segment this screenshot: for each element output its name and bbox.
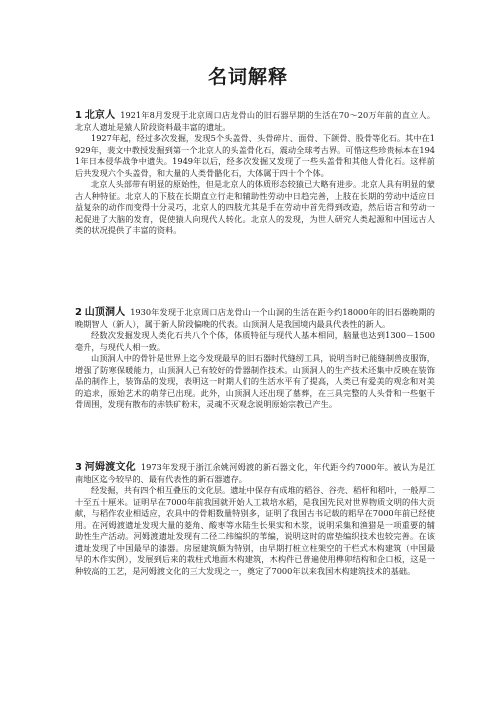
section-number: 2	[75, 307, 82, 318]
section-heading: 北京人	[84, 110, 116, 121]
section-lead	[75, 307, 435, 330]
section-number: 1	[75, 110, 82, 121]
section-upper-cave-man	[75, 307, 435, 411]
section-beijing-man	[75, 110, 435, 237]
section-paragraph: 经数次发掘发现人类化石共八个个体，体质特征与现代人基本相同，脑量也达到1300－1500毫升，与现代人相一致。	[75, 330, 435, 352]
section-paragraph: 1927年起，经过多次发掘，发现5个头盖骨、头骨碎片、面骨、下颌骨、股骨等化石。其中在1929年，裴文中教授发掘到第一个北京人的头盖骨化石，震动全球考古界。可惜这些珍贵标本在1941年日本侵华战争中遗失。1949年以后，经多次发掘又发现了一些头盖骨和其他人骨化石。这样前后共发现六个头盖骨，和大量的人类骨骼化石，大体属于四十个个体。	[75, 133, 435, 178]
section-lead	[75, 462, 435, 485]
section-paragraph: 经发掘，共有四个相互叠压的文化层。遗址中保存有成堆的稻谷、谷壳、稻杆和稻叶，一般厚二十至五十厘米。证明早在7000年前我国就开始人工栽培水稻，是我国先民对世界物质文明的伟大贡献，与稻作农业相适应，农具中的骨耜数量特别多，证明了我国古书记载的耜早在7000年前已经使用。在河姆渡遗址发现大量的菱角、酸枣等水陆生长果实和木浆，说明采集和渔猎是一项重要的辅助性生产活动。河姆渡遗址发现有二径二纬编织的苇编，说明这时的席垫编织技术也较完善。在该遗址发现了中国最早的漆器。房屋建筑颇为特别，由早期打桩立柱架空的干栏式木构建筑（中国最早的木作实例），发展到后来的栽柱式地面木构建筑，木构件已普遍使用榫卯结构和企口板，这是一种较高的工艺，是河姆渡文化的三大发现之一，奠定了7000年以来我国木构建筑技术的基础。	[75, 485, 435, 576]
section-lead-text: 1973年发现于浙江余姚河姆渡的新石器文化，年代距今约7000年。被认为是江南地区迄今较早的、最有代表性的新石器遗存。	[75, 462, 435, 484]
section-paragraph: 北京人头部带有明显的原始性，但是北京人的体质形态较猿已大略有进步。北京人具有明显的蒙古人种特征。北京人的下肢在长期直立行走和辅助性劳动中日趋完善，上肢在长期的劳动中适应日益复杂的动作而变得十分灵巧，北京人的四肢尤其是手在劳动中首先得到改造，然后语言和劳动一起促进了大脑的发育，促使猿人向现代人转化。北京人的发现，为世人研究人类起源和中国远古人类的状况提供了丰富的资料。	[75, 179, 435, 235]
section-hemudu-culture	[75, 462, 435, 577]
page-title: 名词解释	[207, 66, 288, 88]
section-heading: 河姆渡文化	[84, 462, 136, 473]
section-lead	[75, 110, 435, 133]
section-lead-text: 1930年发现于北京周口店龙骨山一个山洞的生活在距今约18000年的旧石器晚期的晚期智人（新人），属于新人阶段偏晚的代表。山顶洞人是我国境内最具代表性的新人。	[75, 307, 435, 329]
section-paragraph: 山顶洞人中的骨针是世界上迄今发现最早的旧石器时代缝纫工具，说明当时已能缝制兽皮服饰，增强了防寒保暖能力，山顶洞人已有较好的骨器制作技术。山顶洞人的生产技术还集中反映在装饰品的制作上，装饰品的发现，表明这一时期人们的生活水平有了提高，人类已有爱美的观念和对美的追求，原始艺术的萌芽已出现。此外，山顶洞人还出现了墓葬，在三具完整的人头骨和一些躯干骨周围，发现有散布的赤铁矿粉末，灵魂不灭观念说明原始宗教已产生。	[75, 353, 435, 409]
section-number: 3	[75, 462, 82, 473]
section-lead-text: 1921年8月发现于北京周口店龙骨山的旧石器早期的生活在70～20万年前的直立人。北京人遗址是猿人阶段资料最丰富的遗址。	[75, 110, 436, 132]
section-heading: 山顶洞人	[84, 307, 126, 318]
